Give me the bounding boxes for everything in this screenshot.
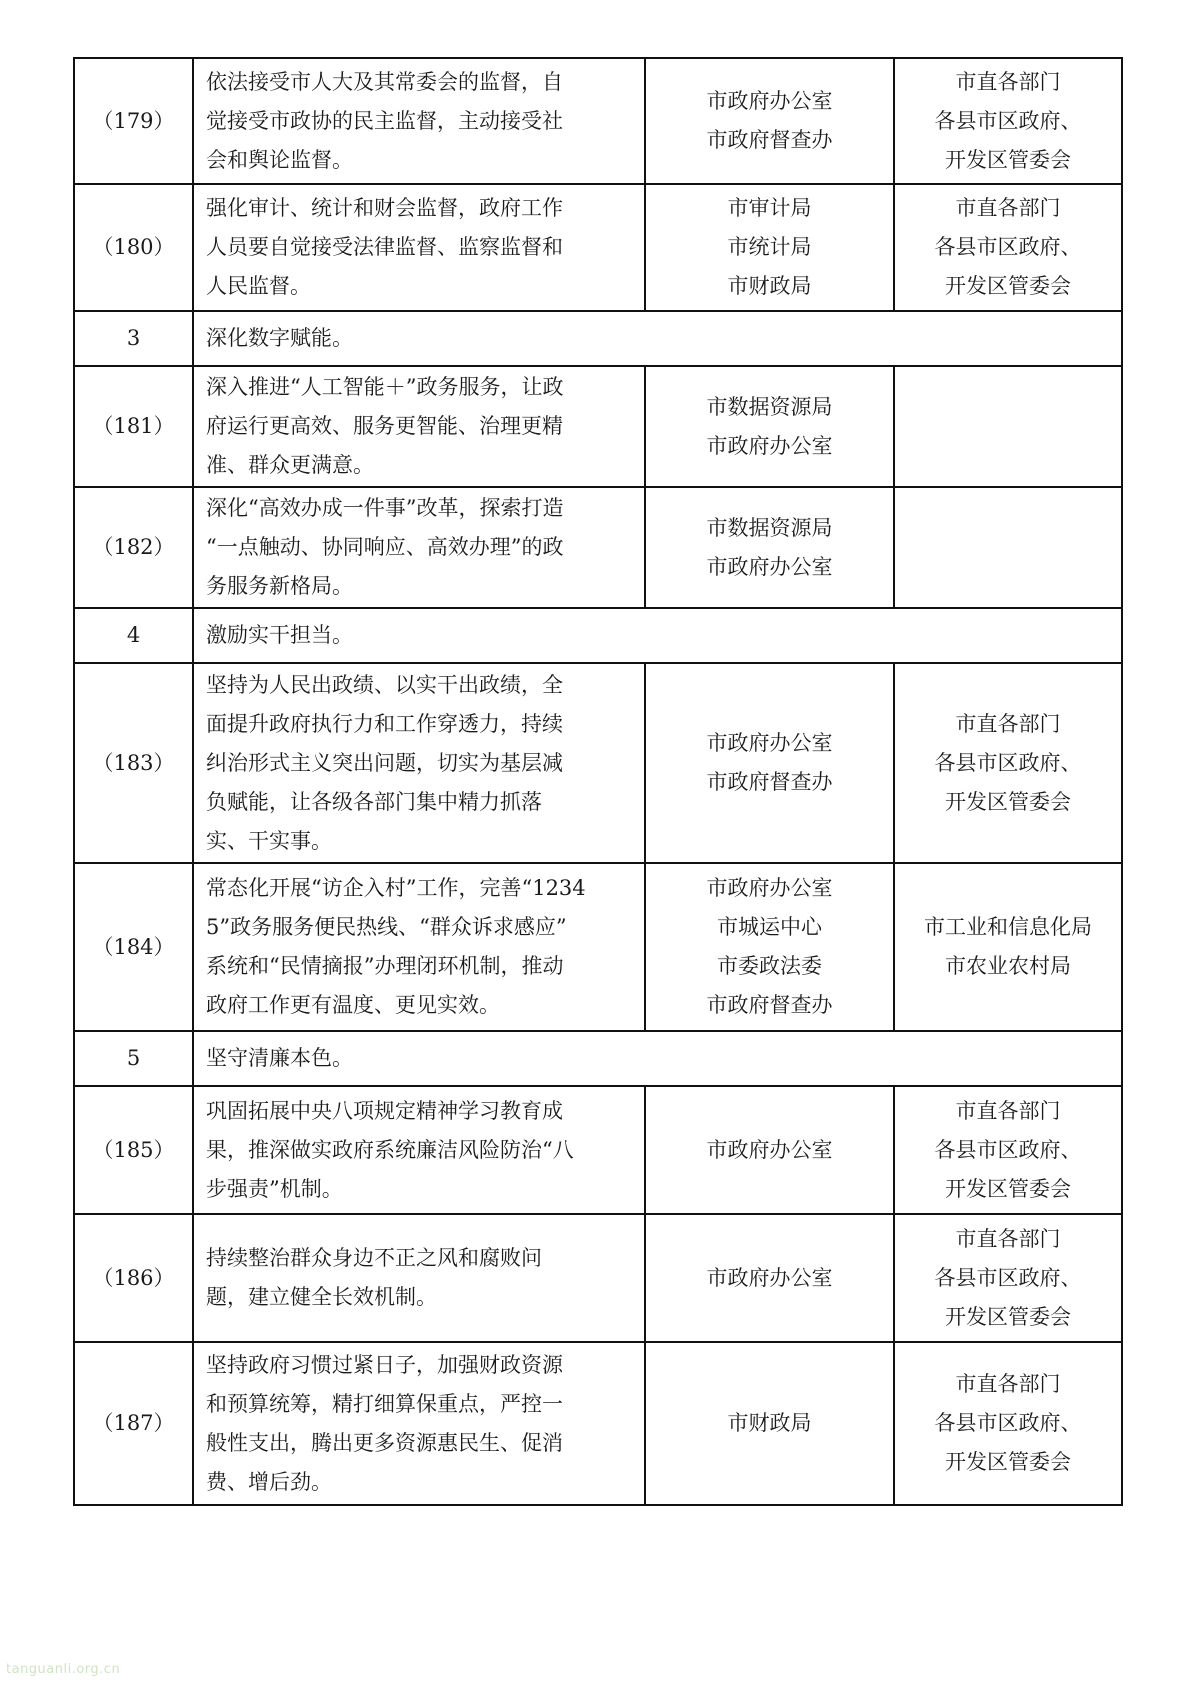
task-content-line: 负赋能，让各级各部门集中精力抓落 [206,789,542,814]
lead-units-line: 市财政局 [727,274,812,298]
task-content-line: 般性支出，腾出更多资源惠民生、促消 [206,1430,563,1455]
lead-units-line: 市政府督查办 [706,993,833,1017]
task-content [193,1086,645,1214]
section-title: 深化数字赋能。 [193,311,1122,366]
lead-units-line: 市审计局 [727,196,812,220]
row-number: （183） [74,663,193,863]
task-content-line: 人员要自觉接受法律监督、监察监督和 [206,235,563,259]
lead-units [645,1342,894,1505]
table-row [74,1214,1122,1342]
task-content [193,1214,645,1342]
task-content-line: 强化审计、统计和财会监督，政府工作 [206,196,563,220]
task-content [193,184,645,311]
row-number: （184） [74,863,193,1031]
cooperating-units-line: 各县市区政府、 [934,108,1082,133]
row-number: （186） [74,1214,193,1342]
table-row [74,487,1122,608]
cooperating-units-line: 市直各部门 [955,1226,1061,1251]
cooperating-units-line: 市直各部门 [955,1372,1061,1396]
section-title: 坚守清廉本色。 [193,1031,1122,1086]
cooperating-units [894,863,1122,1031]
task-content-line: 政府工作更有温度、更见实效。 [206,993,500,1017]
cooperating-units [894,1342,1122,1505]
task-content-line: 常态化开展“访企入村”工作，完善“1234 [206,876,586,900]
lead-units-line: 市政府办公室 [706,1137,833,1162]
lead-units-line: 市统计局 [727,235,812,259]
lead-units-line: 市数据资源局 [706,394,833,419]
cooperating-units [894,1086,1122,1214]
cooperating-units [894,58,1122,184]
cooperating-units-line: 开发区管委会 [945,274,1071,298]
task-content-line: 题，建立健全长效机制。 [206,1285,437,1309]
task-content-line: 深化“高效办成一件事”改革，探索打造 [206,496,564,520]
row-number: （187） [74,1342,193,1505]
cooperating-units [894,663,1122,863]
cooperating-units-line: 市农业农村局 [945,954,1071,978]
lead-units-line: 市财政局 [727,1411,812,1435]
task-content-line: 人民监督。 [206,274,311,298]
cooperating-units [894,366,1122,487]
cooperating-units-line: 开发区管委会 [945,1304,1071,1329]
row-number: 4 [74,608,193,663]
cooperating-units-line: 各县市区政府、 [934,1265,1082,1290]
task-content [193,663,645,863]
cooperating-units [894,487,1122,608]
row-number: （182） [74,487,193,608]
table-row [74,58,1122,184]
task-content-line: 坚持政府习惯过紧日子，加强财政资源 [206,1352,563,1377]
lead-units [645,863,894,1031]
task-content-line: 实、干实事。 [206,828,332,853]
task-content-line: 持续整治群众身边不正之风和腐败问 [206,1246,542,1270]
table-row [74,863,1122,1031]
cooperating-units [894,1214,1122,1342]
cooperating-units-line: 各县市区政府、 [934,750,1082,775]
cooperating-units-line: 市直各部门 [955,196,1061,220]
cooperating-units-line: 各县市区政府、 [934,1411,1082,1435]
cooperating-units-line: 市直各部门 [955,69,1061,94]
task-content [193,366,645,487]
task-content-line: 会和舆论监督。 [206,147,353,172]
cooperating-units-line: 开发区管委会 [945,1450,1071,1474]
cooperating-units-line: 各县市区政府、 [934,1137,1082,1162]
task-content-line: 府运行更高效、服务更智能、治理更精 [206,414,563,438]
task-table [73,57,1123,1506]
task-content-line: 巩固拓展中央八项规定精神学习教育成 [206,1098,563,1123]
task-content-line: 步强责”机制。 [206,1176,343,1201]
section-title: 激励实干担当。 [193,608,1122,663]
lead-units [645,58,894,184]
task-table-body [74,58,1122,1505]
task-content-line: 面提升政府执行力和工作穿透力，持续 [206,711,563,736]
lead-units [645,663,894,863]
lead-units-line: 市政府办公室 [706,433,833,458]
task-content-line: 依法接受市人大及其常委会的监督，自 [206,69,563,94]
lead-units-line: 市政府办公室 [706,1265,833,1290]
lead-units-line: 市数据资源局 [706,515,833,540]
row-number: 3 [74,311,193,366]
lead-units-line: 市政府督查办 [706,770,833,794]
section-row [74,1031,1122,1086]
task-content-line: 纠治形式主义突出问题，切实为基层减 [206,750,563,775]
lead-units [645,1214,894,1342]
section-row [74,608,1122,663]
lead-units [645,487,894,608]
cooperating-units-line: 市工业和信息化局 [924,915,1092,939]
cooperating-units-line: 各县市区政府、 [934,235,1082,259]
cooperating-units [894,184,1122,311]
cooperating-units-line: 开发区管委会 [945,147,1071,172]
lead-units-line: 市城运中心 [717,915,822,939]
cooperating-units-line: 市直各部门 [955,711,1061,736]
task-content-line: 深入推进“人工智能＋”政务服务，让政 [206,375,564,399]
table-row [74,366,1122,487]
lead-units [645,366,894,487]
task-content-line: 系统和“民情摘报”办理闭环机制，推动 [206,954,564,978]
task-content-line: 果，推深做实政府系统廉洁风险防治“八 [206,1137,574,1162]
lead-units-line: 市政府督查办 [706,128,833,152]
lead-units-line: 市政府办公室 [706,731,833,755]
lead-units-line: 市政府办公室 [706,554,833,579]
cooperating-units-line: 开发区管委会 [945,1176,1071,1201]
task-content-line: 和预算统筹，精打细算保重点，严控一 [206,1391,563,1416]
watermark: tanguanli.org.cn [6,1662,121,1677]
task-content-line: 准、群众更满意。 [206,453,374,477]
cooperating-units-line: 开发区管委会 [945,789,1071,814]
lead-units [645,1086,894,1214]
table-row [74,1086,1122,1214]
task-content [193,1342,645,1505]
section-row [74,311,1122,366]
lead-units [645,184,894,311]
task-content-line: 觉接受市政协的民主监督，主动接受社 [206,108,563,133]
task-content [193,487,645,608]
row-number: 5 [74,1031,193,1086]
table-row [74,184,1122,311]
table-row [74,1342,1122,1505]
task-content-line: 5”政务服务便民热线、“群众诉求感应” [206,915,567,939]
table-row [74,663,1122,863]
task-content [193,58,645,184]
task-content-line: “一点触动、协同响应、高效办理”的政 [206,535,564,559]
row-number: （179） [74,58,193,184]
lead-units-line: 市政府办公室 [706,89,833,113]
row-number: （181） [74,366,193,487]
task-content [193,863,645,1031]
cooperating-units-line: 市直各部门 [955,1098,1061,1123]
row-number: （185） [74,1086,193,1214]
row-number: （180） [74,184,193,311]
task-content-line: 坚持为人民出政绩、以实干出政绩，全 [206,672,563,697]
lead-units-line: 市政府办公室 [706,876,833,900]
lead-units-line: 市委政法委 [717,954,822,978]
task-content-line: 务服务新格局。 [206,574,353,598]
task-content-line: 费、增后劲。 [206,1469,332,1494]
